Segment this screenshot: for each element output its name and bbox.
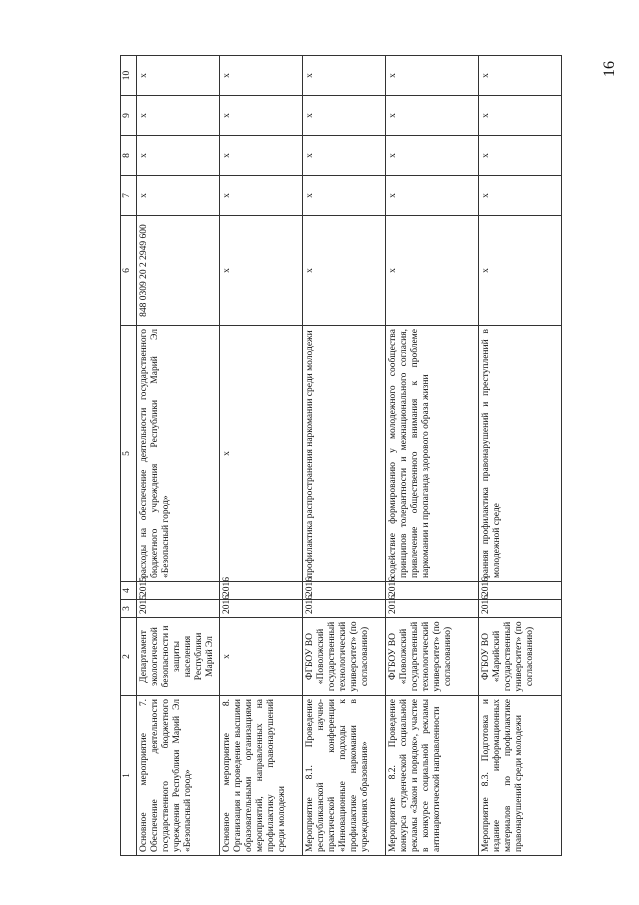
table-row [386,56,479,856]
value-cell: x [303,56,386,96]
measure-cell: Основное мероприятие 7. Обеспечение деятельности государственного бюджетного учреждения Республики Марий Эл «Безопасный город» [137,696,220,856]
header-cell: 10 [121,56,137,96]
header-cell: 5 [121,326,137,582]
value-cell: x [220,136,303,176]
table-row [137,56,220,856]
value-cell: x [220,176,303,216]
value-cell: x [137,96,220,136]
measure-cell: Мероприятие 8.1. Проведение республиканской научно-практической конференции «Инновационные подходы к профилактике наркомании в учреждениях образования» [303,696,386,856]
start-year-cell: 2016 [386,600,479,618]
budget-code-cell: x [386,216,479,326]
end-year-cell: 2016 [220,582,303,600]
measure-cell: Мероприятие 8.2. Проведение конкурса студенческой социальной рекламы «Закон и порядок», участие в конкурсе социальной рекламы антинаркотической направленности [386,696,479,856]
value-cell: x [303,96,386,136]
value-cell: x [386,96,479,136]
table-container [120,56,535,856]
value-cell: x [386,136,479,176]
value-cell: x [479,56,562,96]
end-year-cell: 2016 [303,582,386,600]
header-cell: 9 [121,96,137,136]
header-cell: 1 [121,696,137,856]
result-cell: ранняя профилактика правонарушений и преступлений в молодежной среде [479,326,562,582]
executor-cell: ФГБОУ ВО «Поволжский государственный технологический университет» (по согласованию) [386,618,479,696]
start-year-cell: 2016 [303,600,386,618]
table-row [220,56,303,856]
header-cell: 2 [121,618,137,696]
value-cell: x [220,56,303,96]
start-year-cell: 2016 [479,600,562,618]
value-cell: x [479,96,562,136]
header-cell: 3 [121,600,137,618]
value-cell: x [303,136,386,176]
start-year-cell: 2015 [137,600,220,618]
budget-code-cell: x [303,216,386,326]
end-year-cell: 2016 [479,582,562,600]
value-cell: x [137,56,220,96]
measure-cell: Основное мероприятие 8. Организация и проведение высшими образовательными организациями мероприятий, направленных на профилактику правонарушений среди молодежи [220,696,303,856]
result-cell: профилактика распространения наркомании среди молодежи [303,326,386,582]
header-cell: 4 [121,582,137,600]
result-cell: x [220,326,303,582]
value-cell: x [220,96,303,136]
value-cell: x [479,176,562,216]
table-row [479,56,562,856]
value-cell: x [386,176,479,216]
program-table [120,55,562,856]
budget-code-cell: x [479,216,562,326]
header-cell: 6 [121,216,137,326]
measure-cell: Мероприятие 8.3. Подготовка и издание информационных материалов по профилактике правонарушений среди молодежи [479,696,562,856]
header-cell: 8 [121,136,137,176]
value-cell: x [137,136,220,176]
end-year-cell: 2016 [386,582,479,600]
executor-cell: ФГБОУ ВО «Марийский государственный университет» (по согласованию) [479,618,562,696]
value-cell: x [303,176,386,216]
end-year-cell: 2015 [137,582,220,600]
header-row [121,56,137,856]
result-cell: расходы на обеспечение деятельности государственного бюджетного учреждения Республики Марий Эл «Безопасный город» [137,326,220,582]
budget-code-cell: 848 0309 20 2 2949 600 [137,216,220,326]
executor-cell: Департамент экологической безопасности и защиты населения Республики Марий Эл [137,618,220,696]
executor-cell: ФГБОУ ВО «Поволжский государственный технологический университет» (по согласованию) [303,618,386,696]
page-number: 16 [601,61,618,77]
value-cell: x [479,136,562,176]
start-year-cell: 2016 [220,600,303,618]
result-cell: содействие формированию у молодежного сообщества принципов толерантности и межнационального согласия, привлечение общественного внимания к проблеме наркомании и пропаганда здорового образа жизни [386,326,479,582]
budget-code-cell: x [220,216,303,326]
value-cell: x [386,56,479,96]
table-row [303,56,386,856]
executor-cell: x [220,618,303,696]
value-cell: x [137,176,220,216]
header-cell: 7 [121,176,137,216]
